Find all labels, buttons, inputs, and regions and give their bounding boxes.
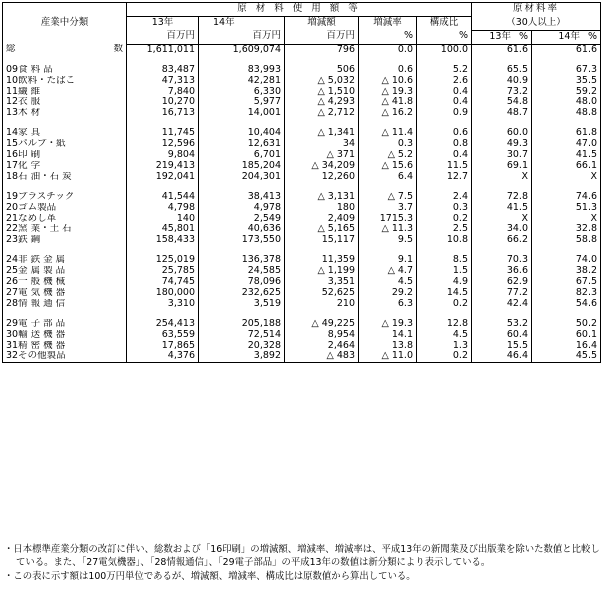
material-rate-y14-cell: 67.5 bbox=[532, 277, 601, 288]
spacer-cell bbox=[127, 246, 199, 256]
industry-name-cell: 27電 気 機 器 bbox=[3, 288, 127, 299]
material-rate-y13-cell: 66.2 bbox=[472, 235, 532, 246]
change-amount-cell: 15,117 bbox=[285, 235, 359, 246]
spacer-cell bbox=[359, 246, 417, 256]
change-amount-cell: △ 5,165 bbox=[285, 224, 359, 235]
change-rate-cell: 3.7 bbox=[359, 203, 417, 214]
table-row bbox=[3, 299, 601, 310]
change-rate-cell: 6.3 bbox=[359, 299, 417, 310]
usage-y13-cell: 16,713 bbox=[127, 108, 199, 119]
spacer-cell bbox=[199, 182, 285, 192]
usage-y14-cell: 72,514 bbox=[199, 330, 285, 341]
industry-name-cell: 11繊 維 bbox=[3, 87, 127, 98]
spacer-row bbox=[3, 309, 601, 319]
change-amount-cell: 52,625 bbox=[285, 288, 359, 299]
change-amount-cell: 12,260 bbox=[285, 172, 359, 183]
header-industry: 産業中分類 bbox=[3, 3, 127, 45]
usage-y14-cell: 38,413 bbox=[199, 192, 285, 203]
composition-cell: 12.8 bbox=[417, 319, 472, 330]
composition-cell: 8.5 bbox=[417, 255, 472, 266]
change-amount-cell: 506 bbox=[285, 65, 359, 76]
table-row bbox=[3, 108, 601, 119]
change-rate-cell: △ 10.6 bbox=[359, 76, 417, 87]
change-amount-cell: △ 34,209 bbox=[285, 161, 359, 172]
material-rate-y13-cell: X bbox=[472, 172, 532, 183]
change-rate-cell: 29.2 bbox=[359, 288, 417, 299]
spacer-cell bbox=[472, 56, 532, 66]
spacer-cell bbox=[359, 309, 417, 319]
usage-y14-cell: 204,301 bbox=[199, 172, 285, 183]
industry-name-cell bbox=[3, 44, 127, 56]
industry-name-cell: 22窯 業・土 石 bbox=[3, 224, 127, 235]
material-rate-y13-cell: 65.5 bbox=[472, 65, 532, 76]
table-row bbox=[3, 128, 601, 139]
material-rate-y14-cell: 45.5 bbox=[532, 351, 601, 362]
composition-cell: 11.5 bbox=[417, 161, 472, 172]
table-container bbox=[2, 2, 601, 363]
spacer-cell bbox=[3, 182, 127, 192]
table-row bbox=[3, 255, 601, 266]
change-amount-cell: △ 1,199 bbox=[285, 266, 359, 277]
spacer-cell bbox=[359, 119, 417, 129]
spacer-cell bbox=[127, 56, 199, 66]
material-rate-y13-cell: 60.0 bbox=[472, 128, 532, 139]
industry-name-cell: 26一 般 機 械 bbox=[3, 277, 127, 288]
total-label-part: 総 bbox=[6, 44, 16, 55]
composition-cell: 0.3 bbox=[417, 203, 472, 214]
material-rate-y13-cell: X bbox=[472, 214, 532, 225]
change-rate-cell: 13.8 bbox=[359, 341, 417, 352]
usage-y13-cell: 74,745 bbox=[127, 277, 199, 288]
spacer-cell bbox=[3, 56, 127, 66]
material-rate-y13-cell: 42.4 bbox=[472, 299, 532, 310]
unit-change-amount: 百万円 bbox=[285, 30, 359, 44]
footnote: ・この表に示す額は100万円単位であるが、増減額、増減率、構成比は原数値から算出している。 bbox=[4, 570, 416, 582]
industry-name-cell: 31精 密 機 器 bbox=[3, 341, 127, 352]
table-row bbox=[3, 214, 601, 225]
spacer-cell bbox=[417, 309, 472, 319]
unit-y14: 百万円 bbox=[199, 30, 285, 44]
spacer-cell bbox=[472, 309, 532, 319]
usage-y13-cell: 1,611,011 bbox=[127, 44, 199, 56]
change-amount-cell: 2,409 bbox=[285, 214, 359, 225]
industry-name-cell: 25金 属 製 品 bbox=[3, 266, 127, 277]
rate-y13-with-unit bbox=[472, 30, 532, 44]
usage-y13-cell: 45,801 bbox=[127, 224, 199, 235]
raw-material-usage-table bbox=[2, 2, 601, 363]
material-rate-y14-cell: 16.4 bbox=[532, 341, 601, 352]
industry-name-cell: 09食 料 品 bbox=[3, 65, 127, 76]
header-change-rate: 増減率 bbox=[359, 17, 417, 31]
composition-cell: 0.2 bbox=[417, 214, 472, 225]
change-amount-cell: △ 483 bbox=[285, 351, 359, 362]
change-amount-cell: △ 1,510 bbox=[285, 87, 359, 98]
industry-name-cell: 18石 油・石 炭 bbox=[3, 172, 127, 183]
usage-y14-cell: 5,977 bbox=[199, 97, 285, 108]
usage-y14-cell: 6,330 bbox=[199, 87, 285, 98]
spacer-cell bbox=[199, 56, 285, 66]
industry-name-cell: 28情 報 通 信 bbox=[3, 299, 127, 310]
change-amount-cell: 210 bbox=[285, 299, 359, 310]
change-rate-cell: 1715.3 bbox=[359, 214, 417, 225]
composition-cell: 2.5 bbox=[417, 224, 472, 235]
spacer-cell bbox=[417, 119, 472, 129]
spacer-cell bbox=[285, 56, 359, 66]
change-amount-cell: △ 371 bbox=[285, 150, 359, 161]
rate-y14-label: 14年 bbox=[558, 30, 580, 42]
table-row bbox=[3, 277, 601, 288]
spacer-cell bbox=[3, 119, 127, 129]
spacer-cell bbox=[285, 119, 359, 129]
usage-y14-cell: 14,001 bbox=[199, 108, 285, 119]
material-rate-y14-cell: 48.0 bbox=[532, 97, 601, 108]
composition-cell: 2.4 bbox=[417, 192, 472, 203]
unit-y13: 百万円 bbox=[127, 30, 199, 44]
table-row bbox=[3, 139, 601, 150]
usage-y13-cell: 10,270 bbox=[127, 97, 199, 108]
spacer-cell bbox=[417, 56, 472, 66]
change-amount-cell: 34 bbox=[285, 139, 359, 150]
change-amount-cell: 2,464 bbox=[285, 341, 359, 352]
change-rate-cell: 6.4 bbox=[359, 172, 417, 183]
material-rate-y14-cell: 66.1 bbox=[532, 161, 601, 172]
spacer-cell bbox=[359, 182, 417, 192]
composition-cell: 4.5 bbox=[417, 330, 472, 341]
usage-y13-cell: 192,041 bbox=[127, 172, 199, 183]
composition-cell: 1.3 bbox=[417, 341, 472, 352]
spacer-cell bbox=[472, 246, 532, 256]
spacer-cell bbox=[127, 182, 199, 192]
spacer-cell bbox=[199, 119, 285, 129]
spacer-cell bbox=[532, 246, 601, 256]
table-row bbox=[3, 351, 601, 362]
usage-y14-cell: 4,978 bbox=[199, 203, 285, 214]
composition-cell: 4.9 bbox=[417, 277, 472, 288]
material-rate-y13-cell: 34.0 bbox=[472, 224, 532, 235]
usage-y13-cell: 47,313 bbox=[127, 76, 199, 87]
change-rate-cell: △ 11.0 bbox=[359, 351, 417, 362]
table-row bbox=[3, 224, 601, 235]
material-rate-y14-cell: 48.8 bbox=[532, 108, 601, 119]
material-rate-y13-cell: 41.5 bbox=[472, 203, 532, 214]
composition-cell: 100.0 bbox=[417, 44, 472, 56]
material-rate-y14-cell: 67.3 bbox=[532, 65, 601, 76]
usage-y13-cell: 12,596 bbox=[127, 139, 199, 150]
table-row bbox=[3, 65, 601, 76]
footnotes bbox=[4, 543, 600, 583]
spacer-cell bbox=[199, 309, 285, 319]
material-rate-y13-cell: 73.2 bbox=[472, 87, 532, 98]
total-label-part: 数 bbox=[113, 44, 123, 55]
industry-name-cell: 30輸 送 機 器 bbox=[3, 330, 127, 341]
change-rate-cell: 9.1 bbox=[359, 255, 417, 266]
table-row bbox=[3, 330, 601, 341]
spacer-cell bbox=[532, 119, 601, 129]
composition-cell: 10.8 bbox=[417, 235, 472, 246]
material-rate-y13-cell: 77.2 bbox=[472, 288, 532, 299]
table-row bbox=[3, 203, 601, 214]
usage-y13-cell: 7,840 bbox=[127, 87, 199, 98]
composition-cell: 0.4 bbox=[417, 97, 472, 108]
header-composition: 構成比 bbox=[417, 17, 472, 31]
change-amount-cell: △ 3,131 bbox=[285, 192, 359, 203]
change-rate-cell: △ 7.5 bbox=[359, 192, 417, 203]
material-rate-y14-cell: 35.5 bbox=[532, 76, 601, 87]
table-row bbox=[3, 266, 601, 277]
material-rate-y14-cell: 58.8 bbox=[532, 235, 601, 246]
rate-y14-with-unit bbox=[532, 30, 601, 44]
usage-y14-cell: 24,585 bbox=[199, 266, 285, 277]
usage-y14-cell: 83,993 bbox=[199, 65, 285, 76]
material-rate-y14-cell: 61.6 bbox=[532, 44, 601, 56]
usage-y13-cell: 83,487 bbox=[127, 65, 199, 76]
usage-y14-cell: 1,609,074 bbox=[199, 44, 285, 56]
header-change-amount: 増減額 bbox=[285, 17, 359, 31]
table-row bbox=[3, 192, 601, 203]
rate-y13-label: 13年 bbox=[489, 30, 511, 42]
header-material-rate-sub: （30人以上） bbox=[472, 17, 601, 31]
usage-y14-cell: 12,631 bbox=[199, 139, 285, 150]
usage-y14-cell: 20,328 bbox=[199, 341, 285, 352]
total-row bbox=[3, 44, 601, 56]
material-rate-y13-cell: 40.9 bbox=[472, 76, 532, 87]
spacer-cell bbox=[472, 182, 532, 192]
material-rate-y14-cell: 41.5 bbox=[532, 150, 601, 161]
industry-name-cell: 20ゴム製品 bbox=[3, 203, 127, 214]
unit-change-rate: % bbox=[359, 30, 417, 44]
usage-y14-cell: 3,519 bbox=[199, 299, 285, 310]
usage-y14-cell: 232,625 bbox=[199, 288, 285, 299]
usage-y13-cell: 3,310 bbox=[127, 299, 199, 310]
spacer-cell bbox=[417, 182, 472, 192]
change-rate-cell: △ 19.3 bbox=[359, 319, 417, 330]
industry-name-cell: 23鉄 鋼 bbox=[3, 235, 127, 246]
usage-y13-cell: 158,433 bbox=[127, 235, 199, 246]
composition-cell: 0.6 bbox=[417, 128, 472, 139]
usage-y13-cell: 17,865 bbox=[127, 341, 199, 352]
material-rate-y14-cell: 38.2 bbox=[532, 266, 601, 277]
change-rate-cell: △ 41.8 bbox=[359, 97, 417, 108]
spacer-cell bbox=[3, 309, 127, 319]
material-rate-y13-cell: 54.8 bbox=[472, 97, 532, 108]
material-rate-y13-cell: 30.7 bbox=[472, 150, 532, 161]
change-rate-cell: △ 5.2 bbox=[359, 150, 417, 161]
spacer-cell bbox=[532, 56, 601, 66]
composition-cell: 0.4 bbox=[417, 87, 472, 98]
change-rate-cell: △ 15.6 bbox=[359, 161, 417, 172]
spacer-cell bbox=[285, 182, 359, 192]
material-rate-y14-cell: 61.8 bbox=[532, 128, 601, 139]
usage-y14-cell: 136,378 bbox=[199, 255, 285, 266]
industry-name-cell: 16印 刷 bbox=[3, 150, 127, 161]
composition-cell: 12.7 bbox=[417, 172, 472, 183]
unit-rate-y14: % bbox=[587, 30, 598, 42]
change-rate-cell: 0.3 bbox=[359, 139, 417, 150]
spacer-row bbox=[3, 246, 601, 256]
change-rate-cell: △ 11.4 bbox=[359, 128, 417, 139]
change-amount-cell: △ 4,293 bbox=[285, 97, 359, 108]
change-rate-cell: 0.0 bbox=[359, 44, 417, 56]
usage-y13-cell: 4,376 bbox=[127, 351, 199, 362]
usage-y13-cell: 125,019 bbox=[127, 255, 199, 266]
composition-cell: 5.2 bbox=[417, 65, 472, 76]
change-rate-cell: △ 16.2 bbox=[359, 108, 417, 119]
change-rate-cell: 9.5 bbox=[359, 235, 417, 246]
material-rate-y14-cell: X bbox=[532, 214, 601, 225]
table-row bbox=[3, 76, 601, 87]
spacer-row bbox=[3, 56, 601, 66]
industry-name-cell: 32その他製品 bbox=[3, 351, 127, 362]
material-rate-y13-cell: 70.3 bbox=[472, 255, 532, 266]
footnote: ・日本標準産業分類の改訂に伴い、総数および「16印刷」の増減額、増減率、増減率は、平成13年の新聞業及び出版業を除いた数値と比較している。また、「27電気機器」、「28情報通信」、「29電子部品」の平成13年の数値は新分類により表示している。 bbox=[4, 544, 600, 569]
header-y13: 13年 bbox=[127, 17, 199, 31]
change-rate-cell: △ 4.7 bbox=[359, 266, 417, 277]
composition-cell: 1.5 bbox=[417, 266, 472, 277]
material-rate-y14-cell: 60.1 bbox=[532, 330, 601, 341]
table-row bbox=[3, 235, 601, 246]
change-amount-cell: 180 bbox=[285, 203, 359, 214]
usage-y14-cell: 10,404 bbox=[199, 128, 285, 139]
industry-name-cell: 13木 材 bbox=[3, 108, 127, 119]
spacer-cell bbox=[3, 246, 127, 256]
material-rate-y14-cell: 74.0 bbox=[532, 255, 601, 266]
material-rate-y13-cell: 62.9 bbox=[472, 277, 532, 288]
composition-cell: 0.9 bbox=[417, 108, 472, 119]
change-rate-cell: △ 11.3 bbox=[359, 224, 417, 235]
usage-y14-cell: 40,636 bbox=[199, 224, 285, 235]
spacer-cell bbox=[532, 182, 601, 192]
usage-y13-cell: 41,544 bbox=[127, 192, 199, 203]
material-rate-y14-cell: 59.2 bbox=[532, 87, 601, 98]
usage-y14-cell: 3,892 bbox=[199, 351, 285, 362]
spacer-row bbox=[3, 119, 601, 129]
spacer-cell bbox=[199, 246, 285, 256]
material-rate-y13-cell: 46.4 bbox=[472, 351, 532, 362]
material-rate-y13-cell: 53.2 bbox=[472, 319, 532, 330]
industry-name-cell: 17化 学 bbox=[3, 161, 127, 172]
material-rate-y13-cell: 36.6 bbox=[472, 266, 532, 277]
table-row bbox=[3, 341, 601, 352]
material-rate-y13-cell: 48.7 bbox=[472, 108, 532, 119]
change-amount-cell: △ 49,225 bbox=[285, 319, 359, 330]
spacer-cell bbox=[127, 119, 199, 129]
material-rate-y13-cell: 69.1 bbox=[472, 161, 532, 172]
usage-y13-cell: 254,413 bbox=[127, 319, 199, 330]
unit-composition: % bbox=[417, 30, 472, 44]
change-amount-cell: △ 2,712 bbox=[285, 108, 359, 119]
table-row bbox=[3, 161, 601, 172]
industry-name-cell: 21なめし革 bbox=[3, 214, 127, 225]
usage-y14-cell: 185,204 bbox=[199, 161, 285, 172]
total-label bbox=[6, 44, 123, 55]
material-rate-y14-cell: 51.3 bbox=[532, 203, 601, 214]
industry-name-cell: 14家 具 bbox=[3, 128, 127, 139]
material-rate-y14-cell: 82.3 bbox=[532, 288, 601, 299]
composition-cell: 0.2 bbox=[417, 299, 472, 310]
material-rate-y13-cell: 61.6 bbox=[472, 44, 532, 56]
composition-cell: 0.8 bbox=[417, 139, 472, 150]
table-row bbox=[3, 150, 601, 161]
header-material-rate: 原材料率 bbox=[472, 3, 601, 17]
material-rate-y13-cell: 15.5 bbox=[472, 341, 532, 352]
material-rate-y14-cell: 54.6 bbox=[532, 299, 601, 310]
industry-name-cell: 15パルプ・紙 bbox=[3, 139, 127, 150]
spacer-cell bbox=[532, 309, 601, 319]
usage-y14-cell: 205,188 bbox=[199, 319, 285, 330]
change-amount-cell: 3,351 bbox=[285, 277, 359, 288]
usage-y14-cell: 173,550 bbox=[199, 235, 285, 246]
material-rate-y13-cell: 72.8 bbox=[472, 192, 532, 203]
header-y14: 14年 bbox=[199, 17, 285, 31]
table-row bbox=[3, 288, 601, 299]
usage-y13-cell: 11,745 bbox=[127, 128, 199, 139]
usage-y14-cell: 2,549 bbox=[199, 214, 285, 225]
material-rate-y14-cell: 32.8 bbox=[532, 224, 601, 235]
spacer-cell bbox=[127, 309, 199, 319]
industry-name-cell: 12衣 服 bbox=[3, 97, 127, 108]
change-rate-cell: △ 19.3 bbox=[359, 87, 417, 98]
industry-name-cell: 19プラスチック bbox=[3, 192, 127, 203]
composition-cell: 2.6 bbox=[417, 76, 472, 87]
usage-y13-cell: 219,413 bbox=[127, 161, 199, 172]
usage-y13-cell: 140 bbox=[127, 214, 199, 225]
usage-y13-cell: 25,785 bbox=[127, 266, 199, 277]
material-rate-y13-cell: 60.4 bbox=[472, 330, 532, 341]
industry-name-cell: 10飲料・たばこ bbox=[3, 76, 127, 87]
change-amount-cell: 11,359 bbox=[285, 255, 359, 266]
change-rate-cell: 14.1 bbox=[359, 330, 417, 341]
table-row bbox=[3, 87, 601, 98]
change-amount-cell: 796 bbox=[285, 44, 359, 56]
composition-cell: 0.4 bbox=[417, 150, 472, 161]
spacer-cell bbox=[285, 246, 359, 256]
spacer-cell bbox=[359, 56, 417, 66]
header-material-usage: 原 材 料 使 用 額 等 bbox=[127, 3, 472, 17]
change-amount-cell: △ 1,341 bbox=[285, 128, 359, 139]
usage-y13-cell: 180,000 bbox=[127, 288, 199, 299]
usage-y13-cell: 9,804 bbox=[127, 150, 199, 161]
industry-name-cell: 24非 鉄 金 属 bbox=[3, 255, 127, 266]
material-rate-y14-cell: 74.6 bbox=[532, 192, 601, 203]
usage-y13-cell: 63,559 bbox=[127, 330, 199, 341]
composition-cell: 14.5 bbox=[417, 288, 472, 299]
industry-name-cell: 29電 子 部 品 bbox=[3, 319, 127, 330]
usage-y13-cell: 4,798 bbox=[127, 203, 199, 214]
spacer-row bbox=[3, 182, 601, 192]
usage-y14-cell: 42,281 bbox=[199, 76, 285, 87]
composition-cell: 0.2 bbox=[417, 351, 472, 362]
table-row bbox=[3, 97, 601, 108]
material-rate-y14-cell: 50.2 bbox=[532, 319, 601, 330]
change-rate-cell: 0.6 bbox=[359, 65, 417, 76]
material-rate-y14-cell: X bbox=[532, 172, 601, 183]
usage-y14-cell: 78,096 bbox=[199, 277, 285, 288]
change-amount-cell: 8,954 bbox=[285, 330, 359, 341]
table-row bbox=[3, 319, 601, 330]
material-rate-y13-cell: 49.3 bbox=[472, 139, 532, 150]
change-amount-cell: △ 5,032 bbox=[285, 76, 359, 87]
usage-y14-cell: 6,701 bbox=[199, 150, 285, 161]
unit-rate-y13: % bbox=[518, 30, 528, 42]
spacer-cell bbox=[417, 246, 472, 256]
change-rate-cell: 4.5 bbox=[359, 277, 417, 288]
spacer-cell bbox=[285, 309, 359, 319]
material-rate-y14-cell: 47.0 bbox=[532, 139, 601, 150]
spacer-cell bbox=[472, 119, 532, 129]
table-row bbox=[3, 172, 601, 183]
table-body bbox=[3, 44, 601, 363]
